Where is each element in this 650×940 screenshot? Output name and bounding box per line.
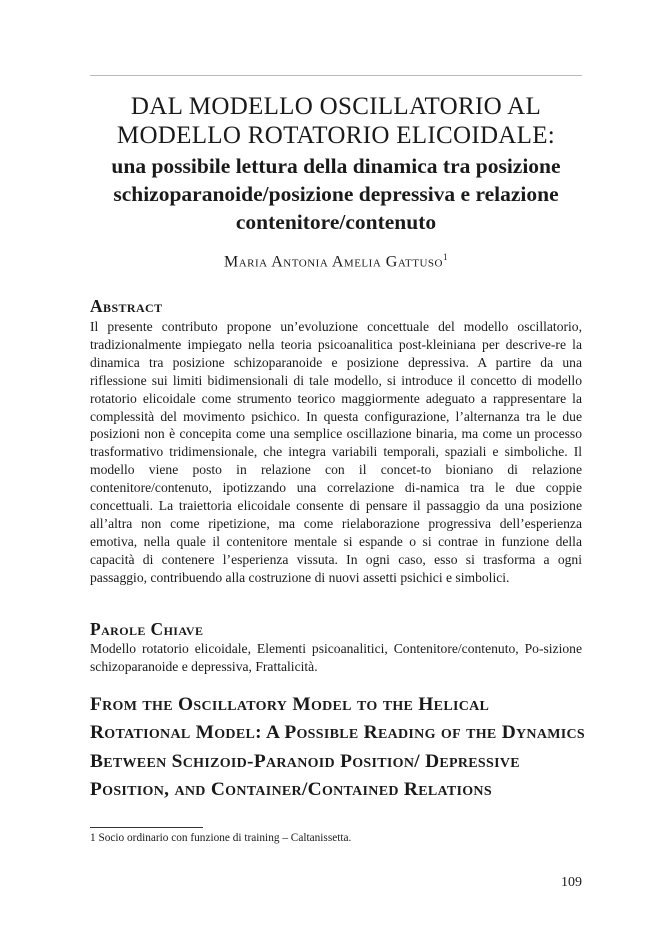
abstract-heading: Abstract [90, 296, 163, 316]
title-line-2: MODELLO ROTATORIO ELICOIDALE: [116, 122, 556, 149]
article-title-block [88, 92, 584, 236]
article-subtitle: una possibile lettura della dinamica tra posizione schizoparanoide/posizione depressiva e relazione contenitore/contenuto [111, 154, 561, 234]
keywords-heading: Parole Chiave [90, 619, 204, 639]
footnote-rule [90, 827, 203, 828]
author-line [88, 252, 584, 271]
author-footnote-mark[interactable]: 1 [442, 252, 448, 262]
author-name: Maria Antonia Amelia Gattuso [224, 253, 443, 271]
english-title: From the Oscillatory Model to the Helical Rotational Model: A Possible Reading of the Dynamics Between Schizoid-Paranoid Position/ Depressive Position, and Container/Contained Relations [90, 694, 586, 801]
keywords-text: Modello rotatorio elicoidale, Elementi psicoanalitici, Contenitore/contenuto, Po-sizione schizoparanoide e depressiva, Frattalicità. [90, 641, 582, 674]
footnote: 1 Socio ordinario con funzione di training – Caltanissetta. [90, 832, 352, 844]
page-number: 109 [561, 875, 582, 890]
abstract-text: Il presente contributo propone un’evoluzione concettuale del modello oscillatorio, tradizionalmente impiegato nella teoria psicoanalitica post-kleiniana per descrive-re la dinamica tra posizione schizoparanoide e posizione depressiva. A partire da una riflessione sui limiti bidimensionali di tale modello, si introduce il concetto di modello rotatorio elicoidale come strumento teorico maggiormente adeguato a rappresentare la complessità del movimento psichico. In questa configurazione, l’alternanza tra le due posizioni non è concepita come una semplice oscillazione binaria, ma come un processo trasformativo tridimensionale, che integra variabili temporali, spaziali e simboliche. Il modello viene posto in relazione con il concet-to bioniano di relazione contenitore/contenuto, ipotizzando una correlazione di-namica tra le due coppie concettuali. La traiettoria elicoidale consente di pensare il passaggio da una posizione all’altra non come ripetizione, ma come rielaborazione progressiva dell’esperienza emotiva, nella quale il contenitore mentale si espande o si contrae in funzione della capacità di contenere l’esperienza vissuta. In ogni caso, esso si trasforma a ogni passaggio, contribuendo alla costruzione di nuovi assetti psichici e simbolici. [90, 319, 582, 585]
title-line-1: DAL MODELLO OSCILLATORIO AL [130, 93, 542, 120]
header-rule [90, 75, 582, 76]
